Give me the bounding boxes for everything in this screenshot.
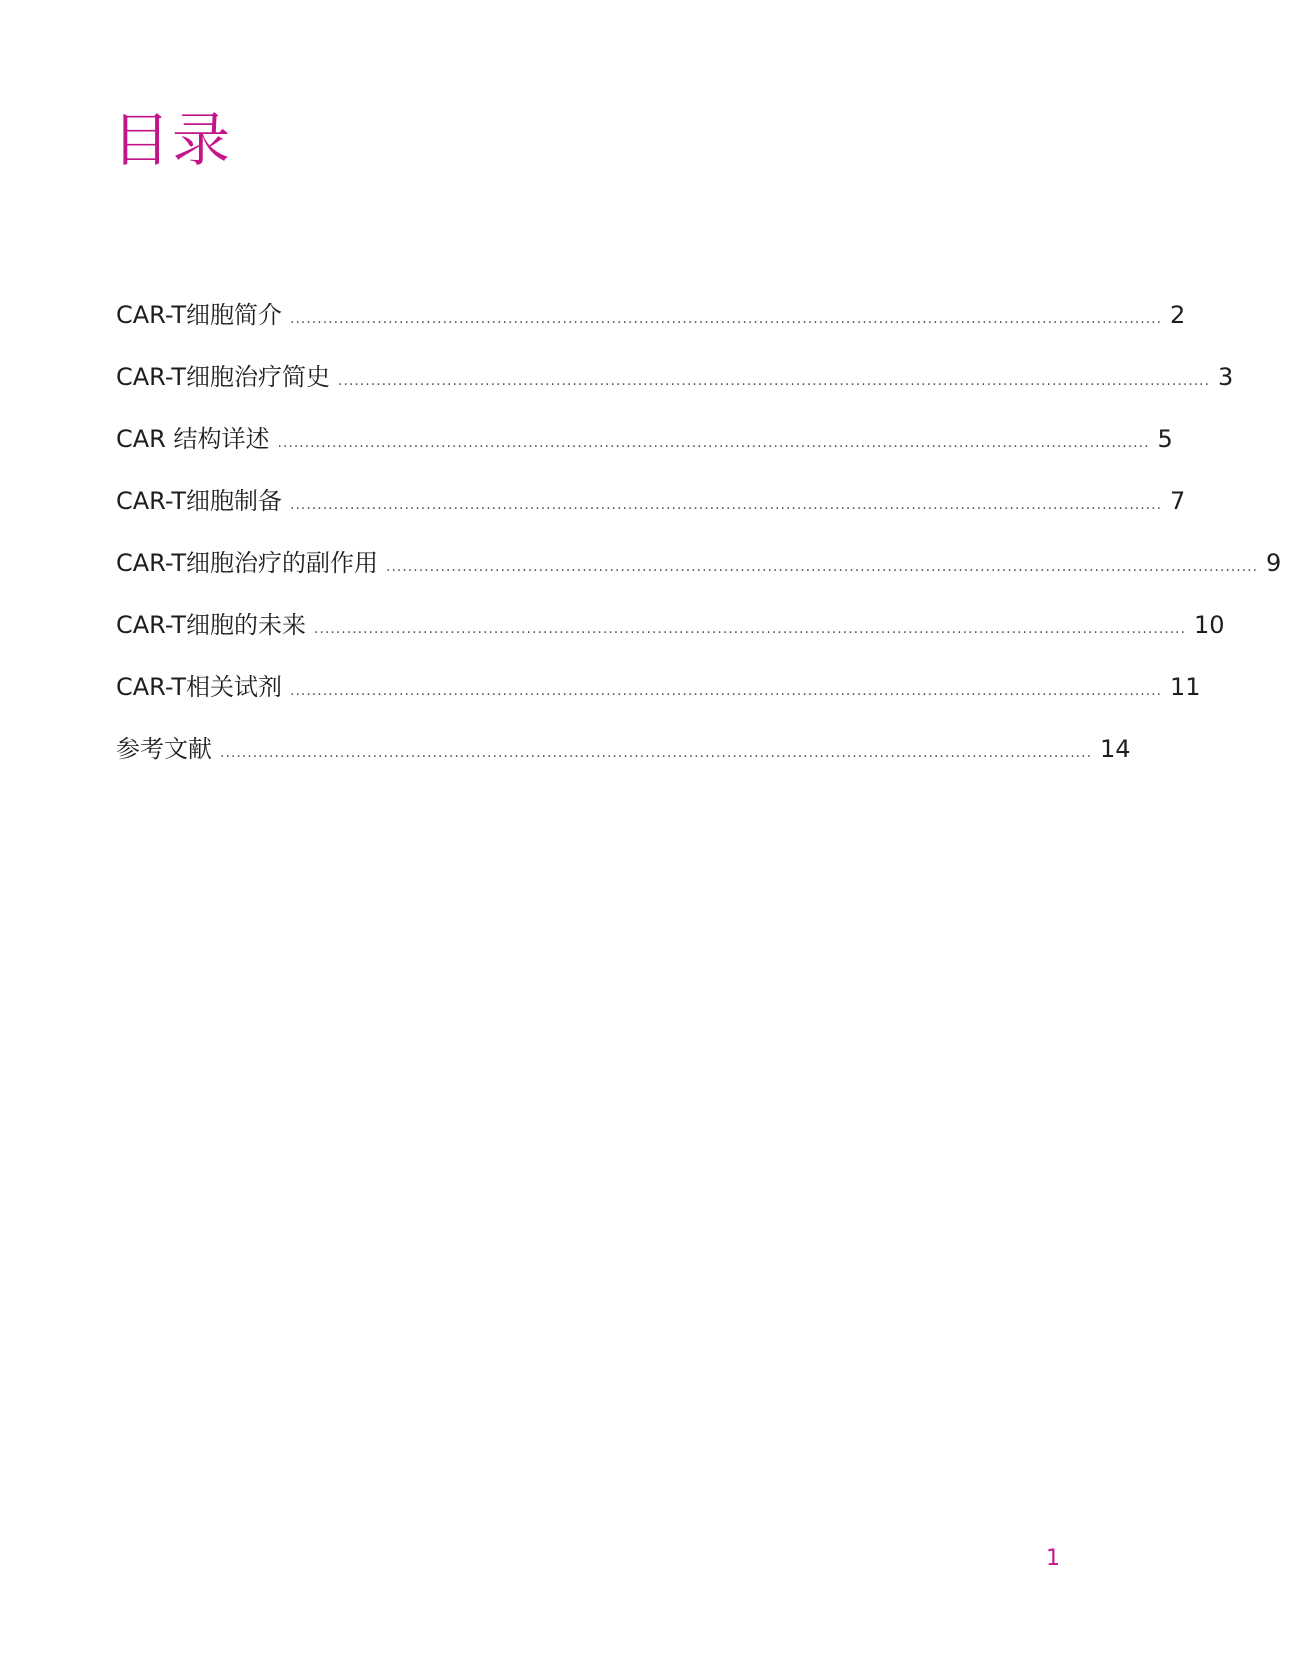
toc-entry-intro[interactable] — [116, 298, 1186, 360]
toc-dot-leader: ................................................................................................................................................................ — [314, 621, 1187, 637]
toc-entry-page: 2 — [1170, 301, 1186, 329]
toc-dot-leader: ................................................................................................................................................................ — [290, 683, 1163, 699]
toc-dot-leader: ................................................................................................................................................................ — [386, 559, 1259, 575]
toc-entry-history[interactable] — [116, 360, 1234, 422]
toc-entry-page: 3 — [1218, 363, 1234, 391]
toc-entry-page: 14 — [1100, 735, 1131, 763]
toc-dot-leader: ................................................................................................................................................................ — [290, 497, 1163, 513]
toc-entry-label: CAR-T细胞的未来 — [116, 611, 306, 639]
toc-entry-future[interactable] — [116, 608, 1225, 670]
page-title: 目录 — [112, 106, 233, 174]
toc-entry-structure[interactable] — [116, 422, 1173, 484]
toc-entry-side-effects[interactable] — [116, 546, 1282, 608]
toc-entry-page: 9 — [1266, 549, 1282, 577]
table-of-contents — [116, 298, 1282, 794]
toc-entry-page: 11 — [1170, 673, 1201, 701]
toc-entry-label: CAR 结构详述 — [116, 425, 270, 453]
toc-dot-leader: ................................................................................................................................................................ — [338, 373, 1211, 389]
toc-entry-reagents[interactable] — [116, 670, 1201, 732]
toc-entry-label: CAR-T相关试剂 — [116, 673, 282, 701]
toc-entry-label: CAR-T细胞治疗简史 — [116, 363, 330, 391]
toc-dot-leader: ................................................................................................................................................................ — [290, 311, 1163, 327]
toc-entry-label: CAR-T细胞简介 — [116, 301, 282, 329]
toc-entry-label: CAR-T细胞制备 — [116, 487, 282, 515]
toc-entry-page: 7 — [1170, 487, 1186, 515]
toc-entry-page: 10 — [1194, 611, 1225, 639]
toc-entry-label: 参考文献 — [116, 735, 212, 763]
toc-entry-preparation[interactable] — [116, 484, 1186, 546]
toc-entry-label: CAR-T细胞治疗的副作用 — [116, 549, 378, 577]
page-number: 1 — [1046, 1546, 1060, 1571]
toc-dot-leader: ................................................................................................................................................................ — [277, 435, 1150, 451]
toc-dot-leader: ................................................................................................................................................................ — [220, 745, 1093, 761]
toc-entry-page: 5 — [1157, 425, 1173, 453]
toc-entry-references[interactable] — [116, 732, 1131, 794]
